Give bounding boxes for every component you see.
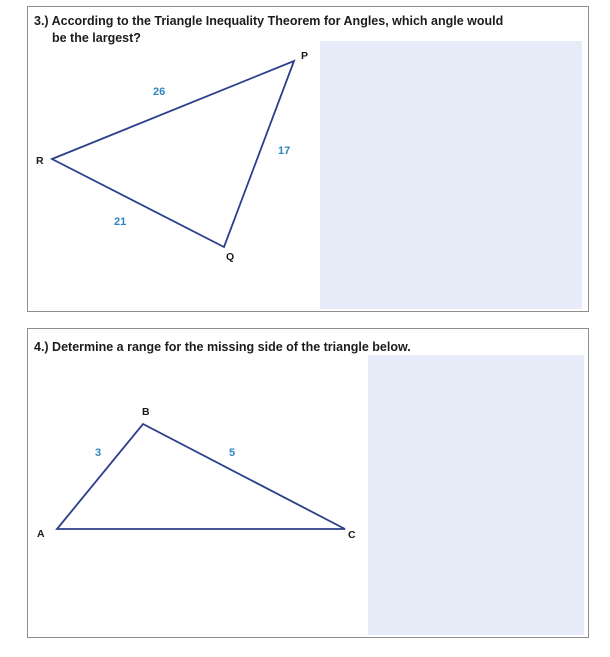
question-3-line-2: be the largest? xyxy=(52,31,141,45)
side-label-bc: 5 xyxy=(229,447,236,459)
side-label-rq: 21 xyxy=(114,216,127,228)
vertex-label-c: C xyxy=(348,529,356,541)
question-3-line-1: 3.) According to the Triangle Inequality Theorem for Angles, which angle would xyxy=(34,14,504,28)
question-4-card xyxy=(27,328,589,638)
vertex-label-r: R xyxy=(36,155,44,167)
vertex-label-a: A xyxy=(37,528,45,540)
triangle-pqr-figure xyxy=(28,7,590,313)
question-4-text: 4.) Determine a range for the missing side of the triangle below. xyxy=(34,340,411,354)
vertex-label-p: P xyxy=(301,50,309,62)
side-label-pq: 17 xyxy=(278,145,291,157)
vertex-label-b: B xyxy=(142,406,150,418)
side-label-rp: 26 xyxy=(153,86,166,98)
side-label-ab: 3 xyxy=(95,447,102,459)
triangle-abc xyxy=(57,424,345,529)
vertex-label-q: Q xyxy=(226,251,235,263)
triangle-abc-figure xyxy=(28,329,590,639)
triangle-pqr xyxy=(52,61,294,247)
question-3-card xyxy=(27,6,589,312)
